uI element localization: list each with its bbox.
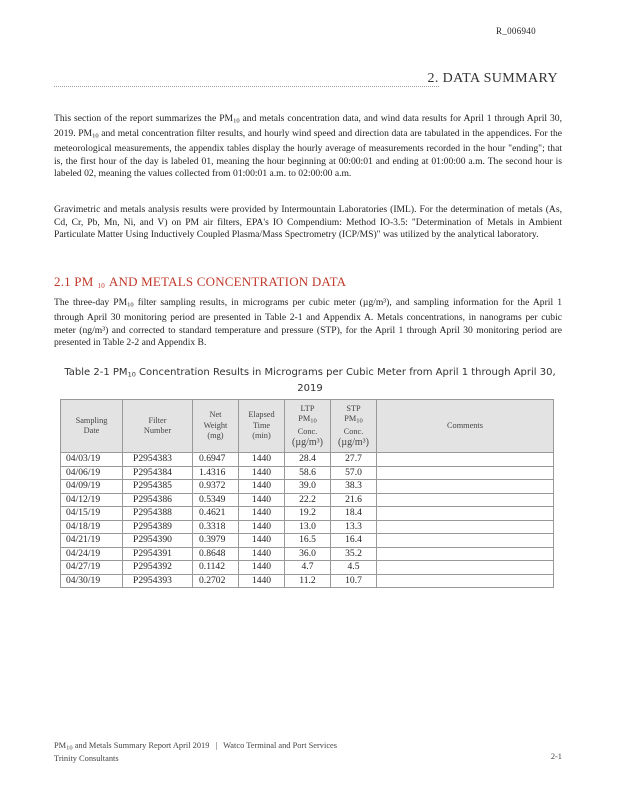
heading-dotted-rule	[54, 86, 439, 87]
table-header-row	[61, 400, 554, 453]
header-sampling-date: Sampling Date	[61, 400, 123, 453]
table-row: 04/06/19 P2954384 1.4316 1440 58.6 57.0	[61, 466, 554, 480]
table-caption: Table 2-1 PM10 Concentration Results in Micrograms per Cubic Meter from April 1 through April 30, 2019	[64, 367, 556, 394]
header-stp-conc: STP PM10 Conc. (µg/m³)	[331, 400, 377, 453]
intro-paragraph-1: This section of the report summarizes the PM10 and metals concentration data, and wind data results for April 1 through April 30, 2019. PM10 and metal concentration filter results, and hourly wind speed and direction data are tabulated in the appendices. For the meteorological measurements, the appendix tables display the hourly average of measurements recorded in the hour "ending"; that is, the first hour of the day is labeled 01, meaning the hour beginning at 00:00:01 and ending at 01:00:00 a.m. The second hour is labeled 02, meaning the values collected from 01:00:01 a.m. to 02:00:00 a.m.	[54, 113, 562, 180]
table-row: 04/21/19 P2954390 0.3979 1440 16.5 16.4	[61, 534, 554, 548]
table-row: 04/09/19 P2954385 0.9372 1440 39.0 38.3	[61, 480, 554, 494]
footer-line-2: Trinity Consultants	[54, 754, 119, 763]
table-row: 04/24/19 P2954391 0.8648 1440 36.0 35.2	[61, 547, 554, 561]
subsection-heading: 2.1 PM $_{10}$ AND METALS CONCENTRATION DATA	[54, 274, 347, 290]
subsection-paragraph: The three-day PM10 filter sampling results, in micrograms per cubic meter (µg/m³), and sampling information for the April 1 through April 30 monitoring period are presented in Table 2-1 and Appendix A. Metals concentrations, in nanograms per cubic meter (ng/m³) and corrected to standard temperature and pressure (STP), for the April 1 through April 30 monitoring period are presented in Table 2-2 and Appendix B.	[54, 297, 562, 349]
header-elapsed-time: Elapsed Time (min)	[239, 400, 285, 453]
table-row: 04/27/19 P2954392 0.1142 1440 4.7 4.5	[61, 561, 554, 575]
header-net-weight: Net Weight (mg)	[193, 400, 239, 453]
bates-number: R_006940	[496, 26, 536, 36]
table-row: 04/15/19 P2954388 0.4621 1440 19.2 18.4	[61, 507, 554, 521]
footer-line-1: PM10 and Metals Summary Report April 2019 | Watco Terminal and Port Services	[54, 741, 338, 752]
table-row: 04/30/19 P2954393 0.2702 1440 11.2 10.7	[61, 574, 554, 588]
page-number: 2-1	[550, 752, 562, 761]
header-filter-number: Filter Number	[123, 400, 193, 453]
table-row: 04/12/19 P2954386 0.5349 1440 22.2 21.6	[61, 493, 554, 507]
footer-report-info	[54, 741, 337, 765]
table-row: 04/18/19 P2954389 0.3318 1440 13.0 13.3	[61, 520, 554, 534]
section-heading: 2. DATA SUMMARY	[427, 71, 558, 86]
intro-paragraph-2: Gravimetric and metals analysis results were provided by Intermountain Laboratories (IML). For the determination of metals (As, Cd, Cr, Pb, Mn, Ni, and V) on PM air filters, EPA's IO Compendium: Method IO-3.5: "Determination of Metals in Ambient Particulate Matter Using Inductively Coupled Plasma/Mass Spectrometry (ICP/MS)" was utilized by the analytical laboratory.	[54, 204, 562, 241]
header-ltp-conc: LTP PM10 Conc. (µg/m³)	[285, 400, 331, 453]
pm10-results-table	[60, 399, 554, 588]
header-comments: Comments	[377, 400, 554, 453]
table-row: 04/03/19 P2954383 0.6947 1440 28.4 27.7	[61, 453, 554, 467]
